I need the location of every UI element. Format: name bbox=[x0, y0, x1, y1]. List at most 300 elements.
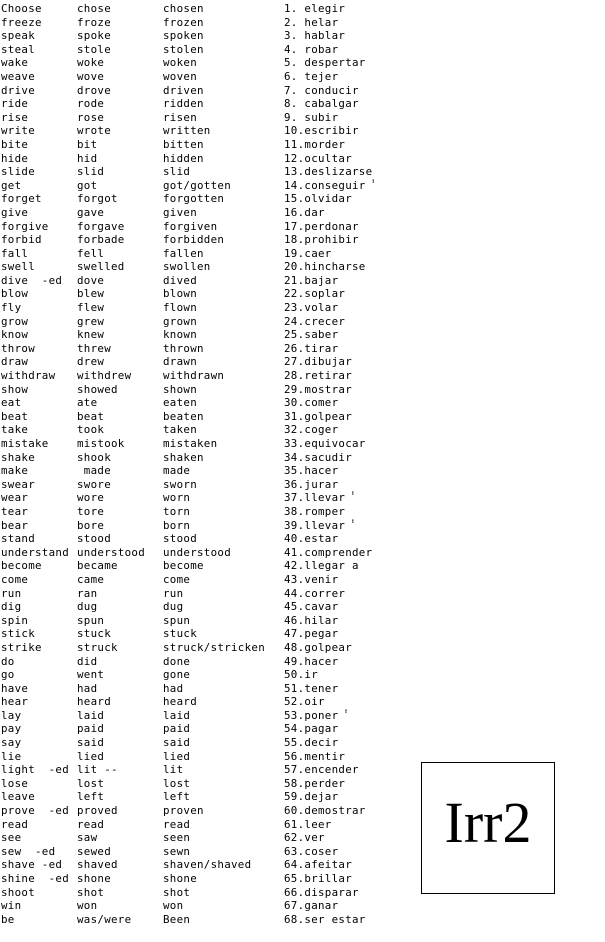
base-form-text: lose bbox=[1, 776, 29, 790]
translation-text: 22.soplar bbox=[284, 287, 346, 301]
translation-cell bbox=[284, 124, 474, 138]
base-form-text: draw bbox=[1, 355, 29, 369]
base-form-cell bbox=[1, 165, 77, 179]
past-tense-text: forgot bbox=[77, 192, 118, 206]
translation-text: 30.comer bbox=[284, 396, 339, 410]
past-participle-text: gone bbox=[163, 668, 191, 682]
past-tense-cell bbox=[77, 722, 163, 736]
past-participle-text: woken bbox=[163, 56, 198, 70]
past-tense-cell bbox=[77, 124, 163, 138]
past-participle-text: thrown bbox=[163, 341, 204, 355]
past-tense-text: ate bbox=[77, 396, 98, 410]
past-tense-cell bbox=[77, 410, 163, 424]
base-form-text: weave bbox=[1, 69, 36, 83]
translation-text: 39.llevar bbox=[284, 518, 346, 532]
past-tense-text: forgave bbox=[77, 219, 125, 233]
past-participle-cell bbox=[163, 709, 284, 723]
base-form-text: slide bbox=[1, 165, 36, 179]
past-tense-text: made bbox=[77, 464, 112, 478]
past-participle-text: forbidden bbox=[163, 233, 225, 247]
past-tense-text: hid bbox=[77, 151, 98, 165]
base-form-cell bbox=[1, 315, 77, 329]
translation-text: 54.pagar bbox=[284, 722, 339, 736]
translation-text: 44.correr bbox=[284, 586, 346, 600]
base-form-cell bbox=[1, 695, 77, 709]
base-form-cell bbox=[1, 627, 77, 641]
base-form-cell bbox=[1, 152, 77, 166]
past-participle-cell bbox=[163, 722, 284, 736]
past-participle-text: read bbox=[163, 817, 191, 831]
past-tense-text: swelled bbox=[77, 260, 125, 274]
translation-cell bbox=[284, 505, 474, 519]
translation-text: 35.hacer bbox=[284, 464, 339, 478]
base-form-text: spin bbox=[1, 613, 29, 627]
base-form-cell bbox=[1, 858, 77, 872]
base-form-text: be bbox=[1, 912, 15, 926]
base-form-cell bbox=[1, 464, 77, 478]
past-tense-cell bbox=[77, 777, 163, 791]
past-tense-cell bbox=[77, 858, 163, 872]
translation-text: 41.comprender bbox=[284, 545, 373, 559]
past-tense-text: took bbox=[77, 423, 105, 437]
past-participle-cell bbox=[163, 233, 284, 247]
base-form-cell bbox=[1, 70, 77, 84]
past-tense-cell bbox=[77, 641, 163, 655]
past-tense-text: showed bbox=[77, 382, 118, 396]
past-tense-text: sewed bbox=[77, 844, 112, 858]
base-form-cell bbox=[1, 804, 77, 818]
translation-cell bbox=[284, 519, 474, 533]
base-form-cell bbox=[1, 410, 77, 424]
base-form-text: speak bbox=[1, 29, 36, 43]
past-participle-text: stood bbox=[163, 532, 198, 546]
past-tense-text: got bbox=[77, 178, 98, 192]
translation-text: 4. robar bbox=[284, 42, 339, 56]
base-form-text: stick bbox=[1, 627, 36, 641]
base-form-text: forget bbox=[1, 192, 42, 206]
translation-text: 18.prohibir bbox=[284, 233, 359, 247]
base-form-cell bbox=[1, 328, 77, 342]
translation-text: 5. despertar bbox=[284, 56, 366, 70]
past-participle-cell bbox=[163, 437, 284, 451]
base-form-cell bbox=[1, 138, 77, 152]
past-tense-cell bbox=[77, 627, 163, 641]
past-participle-cell bbox=[163, 668, 284, 682]
past-tense-text: chose bbox=[77, 2, 112, 15]
past-participle-text: got/gotten bbox=[163, 178, 232, 192]
translation-text: 33.equivocar bbox=[284, 437, 366, 450]
past-participle-cell bbox=[163, 16, 284, 30]
translation-text: 55.decir bbox=[284, 736, 339, 750]
past-participle-cell bbox=[163, 124, 284, 138]
past-tense-cell bbox=[77, 396, 163, 410]
translation-text: 63.coser bbox=[284, 844, 339, 858]
past-participle-cell bbox=[163, 301, 284, 315]
past-tense-cell bbox=[77, 301, 163, 315]
translation-cell bbox=[284, 451, 474, 465]
base-form-cell bbox=[1, 423, 77, 437]
past-participle-text: known bbox=[163, 328, 198, 342]
past-participle-text: withdrawn bbox=[163, 369, 225, 383]
base-form-text: go bbox=[1, 668, 15, 682]
base-form-text: wear bbox=[1, 491, 29, 505]
past-participle-text: dived bbox=[163, 273, 198, 287]
translation-cell bbox=[284, 655, 474, 669]
translation-text: 47.pegar bbox=[284, 627, 339, 641]
translation-cell bbox=[284, 138, 474, 152]
translation-cell bbox=[284, 383, 474, 397]
translation-text: 66.disparar bbox=[284, 885, 359, 899]
base-form-text: shoot bbox=[1, 885, 36, 899]
translation-cell bbox=[284, 111, 474, 125]
past-tense-cell bbox=[77, 913, 163, 927]
translation-text: 23.volar bbox=[284, 301, 339, 315]
past-participle-cell bbox=[163, 491, 284, 505]
past-participle-cell bbox=[163, 152, 284, 166]
translation-text: 13.deslizarse bbox=[284, 165, 373, 179]
past-tense-cell bbox=[77, 519, 163, 533]
translation-cell bbox=[284, 2, 474, 16]
past-participle-text: spun bbox=[163, 613, 191, 627]
translation-cell bbox=[284, 97, 474, 111]
past-tense-text: lied bbox=[77, 749, 105, 763]
translation-cell bbox=[284, 573, 474, 587]
past-participle-text: forgiven bbox=[163, 219, 218, 233]
past-tense-text: blew bbox=[77, 287, 105, 301]
translation-cell bbox=[284, 70, 474, 84]
base-form-cell bbox=[1, 573, 77, 587]
past-tense-text: stuck bbox=[77, 627, 112, 641]
base-form-cell bbox=[1, 722, 77, 736]
translation-cell bbox=[284, 233, 474, 247]
translation-cell bbox=[284, 192, 474, 206]
base-form-cell bbox=[1, 342, 77, 356]
base-form-text: shine -ed bbox=[1, 872, 70, 885]
past-participle-text: born bbox=[163, 518, 191, 532]
base-form-text: do bbox=[1, 654, 15, 668]
base-form-cell bbox=[1, 519, 77, 533]
base-form-text: blow bbox=[1, 287, 29, 301]
past-participle-cell bbox=[163, 614, 284, 628]
past-tense-cell bbox=[77, 573, 163, 587]
translation-text: 6. tejer bbox=[284, 69, 339, 83]
base-form-text: freeze bbox=[1, 15, 42, 29]
base-form-text: strike bbox=[1, 640, 42, 654]
translation-text: 19.caer bbox=[284, 246, 332, 260]
past-tense-cell bbox=[77, 478, 163, 492]
base-form-cell bbox=[1, 736, 77, 750]
past-participle-text: lit bbox=[163, 763, 184, 777]
base-form-cell bbox=[1, 614, 77, 628]
translation-text: 16.dar bbox=[284, 205, 325, 219]
translation-text: 24.crecer bbox=[284, 314, 346, 328]
base-form-cell bbox=[1, 247, 77, 261]
past-tense-text: had bbox=[77, 681, 98, 695]
past-participle-cell bbox=[163, 2, 284, 16]
title-box bbox=[421, 762, 555, 894]
past-participle-cell bbox=[163, 899, 284, 913]
base-form-text: eat bbox=[1, 396, 22, 410]
past-tense-text: went bbox=[77, 668, 105, 682]
base-form-text: know bbox=[1, 328, 29, 342]
past-participle-cell bbox=[163, 247, 284, 261]
past-participle-text: frozen bbox=[163, 15, 204, 29]
translation-cell bbox=[284, 152, 474, 166]
translation-text: 2. helar bbox=[284, 15, 339, 29]
base-form-text: get bbox=[1, 178, 22, 192]
past-tense-text: came bbox=[77, 572, 105, 586]
base-form-text: stand bbox=[1, 532, 36, 546]
base-form-text: steal bbox=[1, 42, 36, 56]
past-participle-text: left bbox=[163, 790, 191, 804]
base-form-cell bbox=[1, 750, 77, 764]
past-participle-cell bbox=[163, 763, 284, 777]
past-participle-cell bbox=[163, 845, 284, 859]
past-participle-text: run bbox=[163, 586, 184, 600]
base-form-cell bbox=[1, 831, 77, 845]
translation-cell bbox=[284, 220, 474, 234]
translation-text: 10.escribir bbox=[284, 124, 359, 138]
base-form-text: make bbox=[1, 464, 29, 478]
past-participle-text: dug bbox=[163, 600, 184, 614]
past-participle-cell bbox=[163, 464, 284, 478]
translation-text: 29.mostrar bbox=[284, 382, 353, 396]
past-tense-text: froze bbox=[77, 15, 112, 29]
base-form-cell bbox=[1, 451, 77, 465]
base-form-text: win bbox=[1, 899, 22, 913]
past-participle-text: shown bbox=[163, 382, 198, 396]
past-participle-text: drawn bbox=[163, 355, 198, 369]
translation-text: 27.dibujar bbox=[284, 355, 353, 369]
translation-cell bbox=[284, 369, 474, 383]
past-tense-text: fell bbox=[77, 246, 105, 260]
translation-cell bbox=[284, 16, 474, 30]
past-tense-cell bbox=[77, 872, 163, 886]
translation-text: 52.oir bbox=[284, 695, 325, 709]
past-tense-cell bbox=[77, 260, 163, 274]
translation-cell bbox=[284, 315, 474, 329]
translation-text: 28.retirar bbox=[284, 369, 353, 383]
translation-cell bbox=[284, 165, 474, 179]
base-form-text: write bbox=[1, 124, 36, 138]
base-form-text: beat bbox=[1, 409, 29, 423]
translation-text: 60.demostrar bbox=[284, 804, 366, 818]
past-tense-text: won bbox=[77, 899, 98, 913]
past-participle-text: shot bbox=[163, 885, 191, 899]
past-participle-text: risen bbox=[163, 110, 198, 124]
base-form-text: light -ed bbox=[1, 763, 70, 777]
base-form-text: shake bbox=[1, 450, 36, 464]
past-participle-cell bbox=[163, 43, 284, 57]
translation-cell bbox=[284, 437, 474, 451]
base-form-cell bbox=[1, 84, 77, 98]
translation-cell bbox=[284, 478, 474, 492]
base-form-cell bbox=[1, 287, 77, 301]
past-participle-cell bbox=[163, 111, 284, 125]
translation-text: 31.golpear bbox=[284, 409, 353, 423]
past-participle-cell bbox=[163, 573, 284, 587]
translation-text: 1. elegir bbox=[284, 2, 346, 15]
past-participle-text: beaten bbox=[163, 409, 204, 423]
past-participle-text: done bbox=[163, 654, 191, 668]
translation-cell bbox=[284, 913, 474, 927]
base-form-text: prove -ed bbox=[1, 804, 70, 818]
translation-text: 56.mentir bbox=[284, 749, 346, 763]
past-participle-text: eaten bbox=[163, 396, 198, 410]
past-participle-text: shaven/shaved bbox=[163, 858, 252, 872]
translation-cell bbox=[284, 287, 474, 301]
past-participle-cell bbox=[163, 260, 284, 274]
translation-text: 25.saber bbox=[284, 328, 339, 342]
past-participle-cell bbox=[163, 872, 284, 886]
base-form-cell bbox=[1, 655, 77, 669]
past-participle-cell bbox=[163, 600, 284, 614]
base-form-cell bbox=[1, 233, 77, 247]
past-participle-text: torn bbox=[163, 504, 191, 518]
past-tense-cell bbox=[77, 600, 163, 614]
past-tense-text: drew bbox=[77, 355, 105, 369]
translation-text: 49.hacer bbox=[284, 654, 339, 668]
past-participle-text: sworn bbox=[163, 477, 198, 491]
base-form-text: show bbox=[1, 382, 29, 396]
past-participle-text: taken bbox=[163, 423, 198, 437]
past-tense-cell bbox=[77, 899, 163, 913]
base-form-cell bbox=[1, 274, 77, 288]
past-participle-cell bbox=[163, 627, 284, 641]
base-form-text: say bbox=[1, 736, 22, 750]
past-tense-cell bbox=[77, 220, 163, 234]
base-form-text: withdraw bbox=[1, 369, 56, 383]
past-tense-cell bbox=[77, 709, 163, 723]
translation-cell bbox=[284, 899, 474, 913]
past-tense-cell bbox=[77, 790, 163, 804]
translation-cell bbox=[284, 559, 474, 573]
past-tense-cell bbox=[77, 355, 163, 369]
past-participle-cell bbox=[163, 29, 284, 43]
translation-text: 38.romper bbox=[284, 504, 346, 518]
past-tense-cell bbox=[77, 804, 163, 818]
past-tense-cell bbox=[77, 342, 163, 356]
past-participle-cell bbox=[163, 858, 284, 872]
past-tense-cell bbox=[77, 423, 163, 437]
past-tense-cell bbox=[77, 614, 163, 628]
note-mark-icon: ꜝ bbox=[350, 491, 356, 502]
past-tense-text: woke bbox=[77, 56, 105, 70]
translation-text: 42.llegar a bbox=[284, 559, 359, 573]
translation-text: 53.poner bbox=[284, 708, 339, 722]
base-form-text: tear bbox=[1, 504, 29, 518]
past-participle-text: bitten bbox=[163, 137, 204, 151]
past-tense-text: rose bbox=[77, 110, 105, 124]
base-form-text: become bbox=[1, 559, 42, 573]
past-tense-cell bbox=[77, 152, 163, 166]
note-mark-icon: ꜝ bbox=[343, 708, 350, 719]
past-participle-cell bbox=[163, 179, 284, 193]
past-participle-cell bbox=[163, 84, 284, 98]
past-participle-text: chosen bbox=[163, 2, 204, 15]
base-form-cell bbox=[1, 899, 77, 913]
past-tense-text: gave bbox=[77, 205, 105, 219]
past-tense-text: shaved bbox=[77, 858, 118, 872]
translation-cell bbox=[284, 179, 474, 193]
base-form-cell bbox=[1, 179, 77, 193]
base-form-cell bbox=[1, 111, 77, 125]
past-participle-text: won bbox=[163, 899, 184, 913]
base-form-cell bbox=[1, 383, 77, 397]
past-tense-text: swore bbox=[77, 477, 112, 491]
past-tense-cell bbox=[77, 97, 163, 111]
base-form-text: mistake bbox=[1, 437, 49, 450]
base-form-text: shave -ed bbox=[1, 858, 63, 872]
past-participle-text: made bbox=[163, 464, 191, 478]
past-participle-text: shone bbox=[163, 872, 198, 885]
past-tense-cell bbox=[77, 451, 163, 465]
past-tense-text: slid bbox=[77, 165, 105, 179]
past-participle-cell bbox=[163, 138, 284, 152]
base-form-text: wake bbox=[1, 56, 29, 70]
translation-text: 68.ser estar bbox=[284, 912, 366, 926]
translation-text: 67.ganar bbox=[284, 899, 339, 913]
past-participle-text: given bbox=[163, 205, 198, 219]
base-form-cell bbox=[1, 2, 77, 16]
base-form-text: fly bbox=[1, 301, 22, 315]
translation-text: 20.hincharse bbox=[284, 260, 366, 274]
base-form-cell bbox=[1, 43, 77, 57]
past-participle-text: spoken bbox=[163, 29, 204, 43]
past-participle-cell bbox=[163, 287, 284, 301]
base-form-cell bbox=[1, 206, 77, 220]
past-tense-text: spun bbox=[77, 613, 105, 627]
past-tense-text: did bbox=[77, 654, 98, 668]
base-form-cell bbox=[1, 29, 77, 43]
past-participle-text: said bbox=[163, 736, 191, 750]
past-tense-cell bbox=[77, 192, 163, 206]
past-participle-cell bbox=[163, 818, 284, 832]
base-form-cell bbox=[1, 587, 77, 601]
translation-cell bbox=[284, 587, 474, 601]
past-participle-cell bbox=[163, 423, 284, 437]
past-tense-cell bbox=[77, 369, 163, 383]
translation-text: 46.hilar bbox=[284, 613, 339, 627]
past-participle-cell bbox=[163, 831, 284, 845]
past-participle-text: had bbox=[163, 681, 184, 695]
past-participle-cell bbox=[163, 587, 284, 601]
past-participle-text: ridden bbox=[163, 97, 204, 111]
base-form-text: bear bbox=[1, 518, 29, 532]
past-tense-text: understood bbox=[77, 545, 146, 559]
past-participle-cell bbox=[163, 206, 284, 220]
base-form-text: forbid bbox=[1, 233, 42, 247]
base-form-cell bbox=[1, 790, 77, 804]
title-label: Irr2 bbox=[444, 790, 532, 855]
base-form-text: swear bbox=[1, 477, 36, 491]
base-form-text: fall bbox=[1, 246, 29, 260]
past-tense-cell bbox=[77, 437, 163, 451]
past-tense-text: wore bbox=[77, 491, 105, 505]
past-tense-cell bbox=[77, 736, 163, 750]
past-tense-text: drove bbox=[77, 83, 112, 97]
base-form-text: hide bbox=[1, 151, 29, 165]
translation-cell bbox=[284, 29, 474, 43]
translation-text: 9. subir bbox=[284, 110, 339, 124]
past-tense-text: rode bbox=[77, 97, 105, 111]
past-tense-text: dug bbox=[77, 600, 98, 614]
translation-cell bbox=[284, 247, 474, 261]
past-tense-cell bbox=[77, 818, 163, 832]
past-tense-cell bbox=[77, 247, 163, 261]
base-form-cell bbox=[1, 97, 77, 111]
past-tense-cell bbox=[77, 559, 163, 573]
